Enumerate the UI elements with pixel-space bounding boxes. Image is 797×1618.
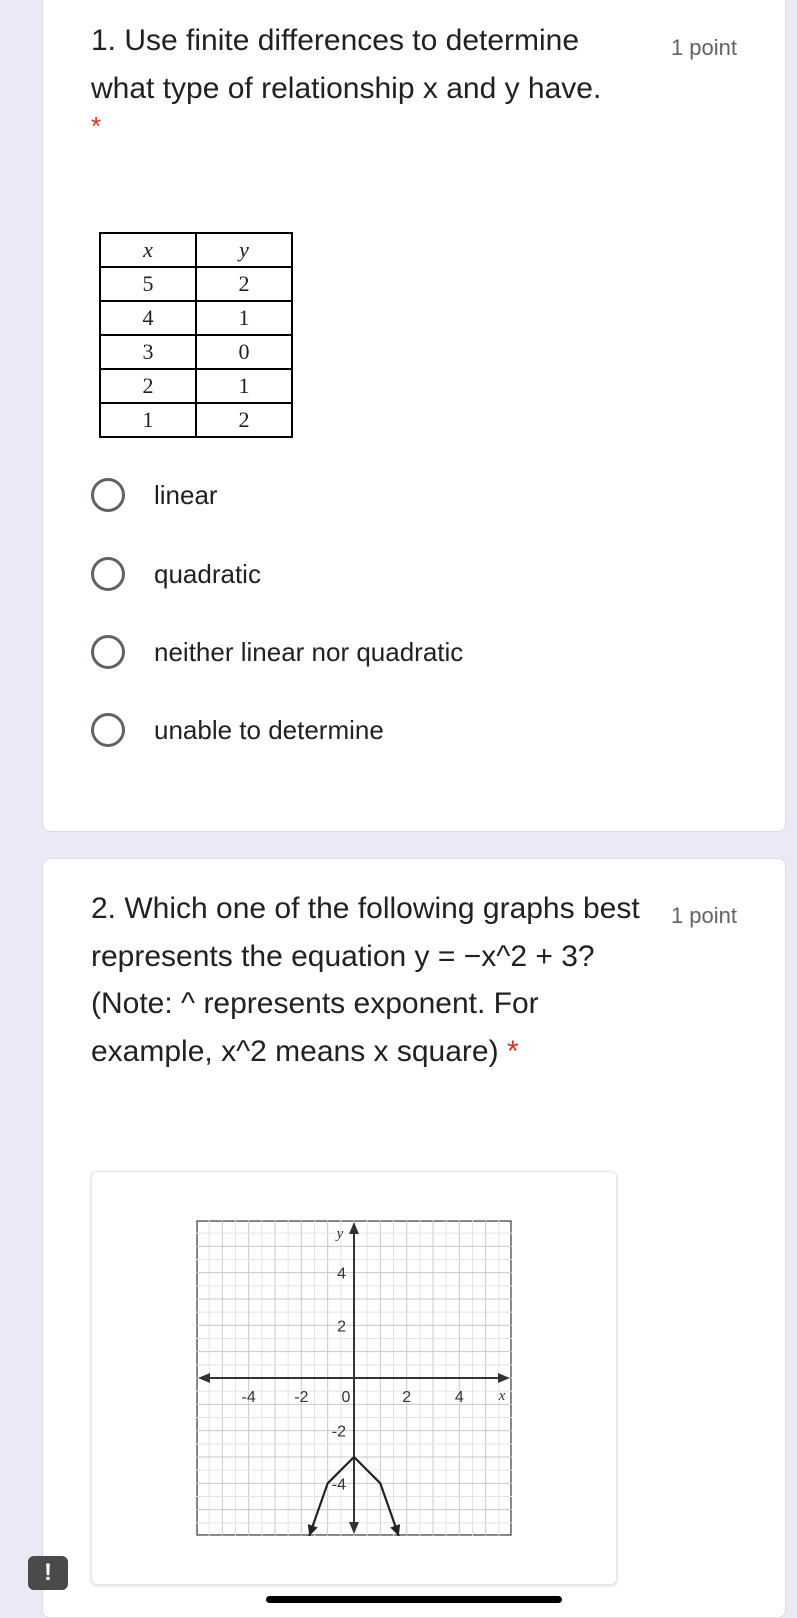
option-label: quadratic: [154, 558, 261, 589]
x-tick-label: -4: [241, 1389, 256, 1406]
table-cell: 4: [100, 301, 196, 335]
y-tick-label: 4: [337, 1265, 346, 1283]
radio-button[interactable]: [91, 635, 125, 669]
table-cell: 1: [100, 403, 196, 437]
y-tick-label: 2: [337, 1318, 346, 1336]
radio-button[interactable]: [91, 478, 125, 512]
option-label: unable to determine: [154, 714, 384, 745]
radio-button[interactable]: [91, 557, 125, 591]
required-asterisk: *: [91, 111, 102, 141]
table-cell: 1: [196, 369, 292, 403]
table-row: [100, 301, 292, 335]
option-label: linear: [154, 479, 218, 510]
option-neither[interactable]: [91, 632, 463, 672]
table-cell: 1: [196, 301, 292, 335]
x-tick-label: 4: [454, 1389, 464, 1406]
x-axis-label: x: [498, 1388, 506, 1404]
table-row: [100, 335, 292, 369]
question-1-text: 1. Use finite differences to determine what type of relationship x and y have.: [91, 24, 602, 105]
y-tick-label: -2: [331, 1423, 346, 1441]
radio-button[interactable]: [91, 713, 125, 747]
option-linear[interactable]: [91, 475, 218, 515]
x-tick-label: 0: [341, 1389, 351, 1406]
table-header-x: x: [100, 233, 196, 267]
required-asterisk: *: [506, 1034, 519, 1068]
x-tick-label: -2: [294, 1389, 309, 1406]
home-indicator: [266, 1596, 562, 1603]
parabola-graph: [196, 1220, 512, 1536]
table-row: [100, 403, 292, 437]
x-tick-label: 2: [402, 1389, 412, 1406]
question-card-2: [42, 858, 786, 1618]
table-cell: 3: [100, 335, 196, 369]
question-2-points: 1 point: [670, 903, 737, 928]
table-cell: 0: [196, 335, 292, 369]
table-header-row: [100, 233, 292, 267]
exclamation-icon[interactable]: !: [28, 1556, 68, 1590]
question-card-1: [42, 0, 786, 832]
graph-option-image[interactable]: [91, 1171, 617, 1585]
question-2-text: 2. Which one of the following graphs best represents the equation y = −x^2 + 3? (Note: ^ represents exponent. For example, x^2 means x square) *: [91, 892, 640, 1068]
option-unable[interactable]: [91, 710, 384, 750]
option-label: neither linear nor quadratic: [154, 636, 464, 667]
table-cell: 2: [196, 403, 292, 437]
y-axis-label: y: [336, 1226, 344, 1242]
xy-table: [99, 232, 293, 438]
table-row: [100, 267, 292, 301]
table-cell: 2: [100, 369, 196, 403]
table-header-y: y: [196, 233, 292, 267]
y-tick-label: -4: [331, 1476, 346, 1494]
table-cell: 5: [100, 267, 196, 301]
option-quadratic[interactable]: [91, 554, 261, 594]
question-1-points: 1 point: [670, 35, 737, 60]
table-row: [100, 369, 292, 403]
table-cell: 2: [196, 267, 292, 301]
